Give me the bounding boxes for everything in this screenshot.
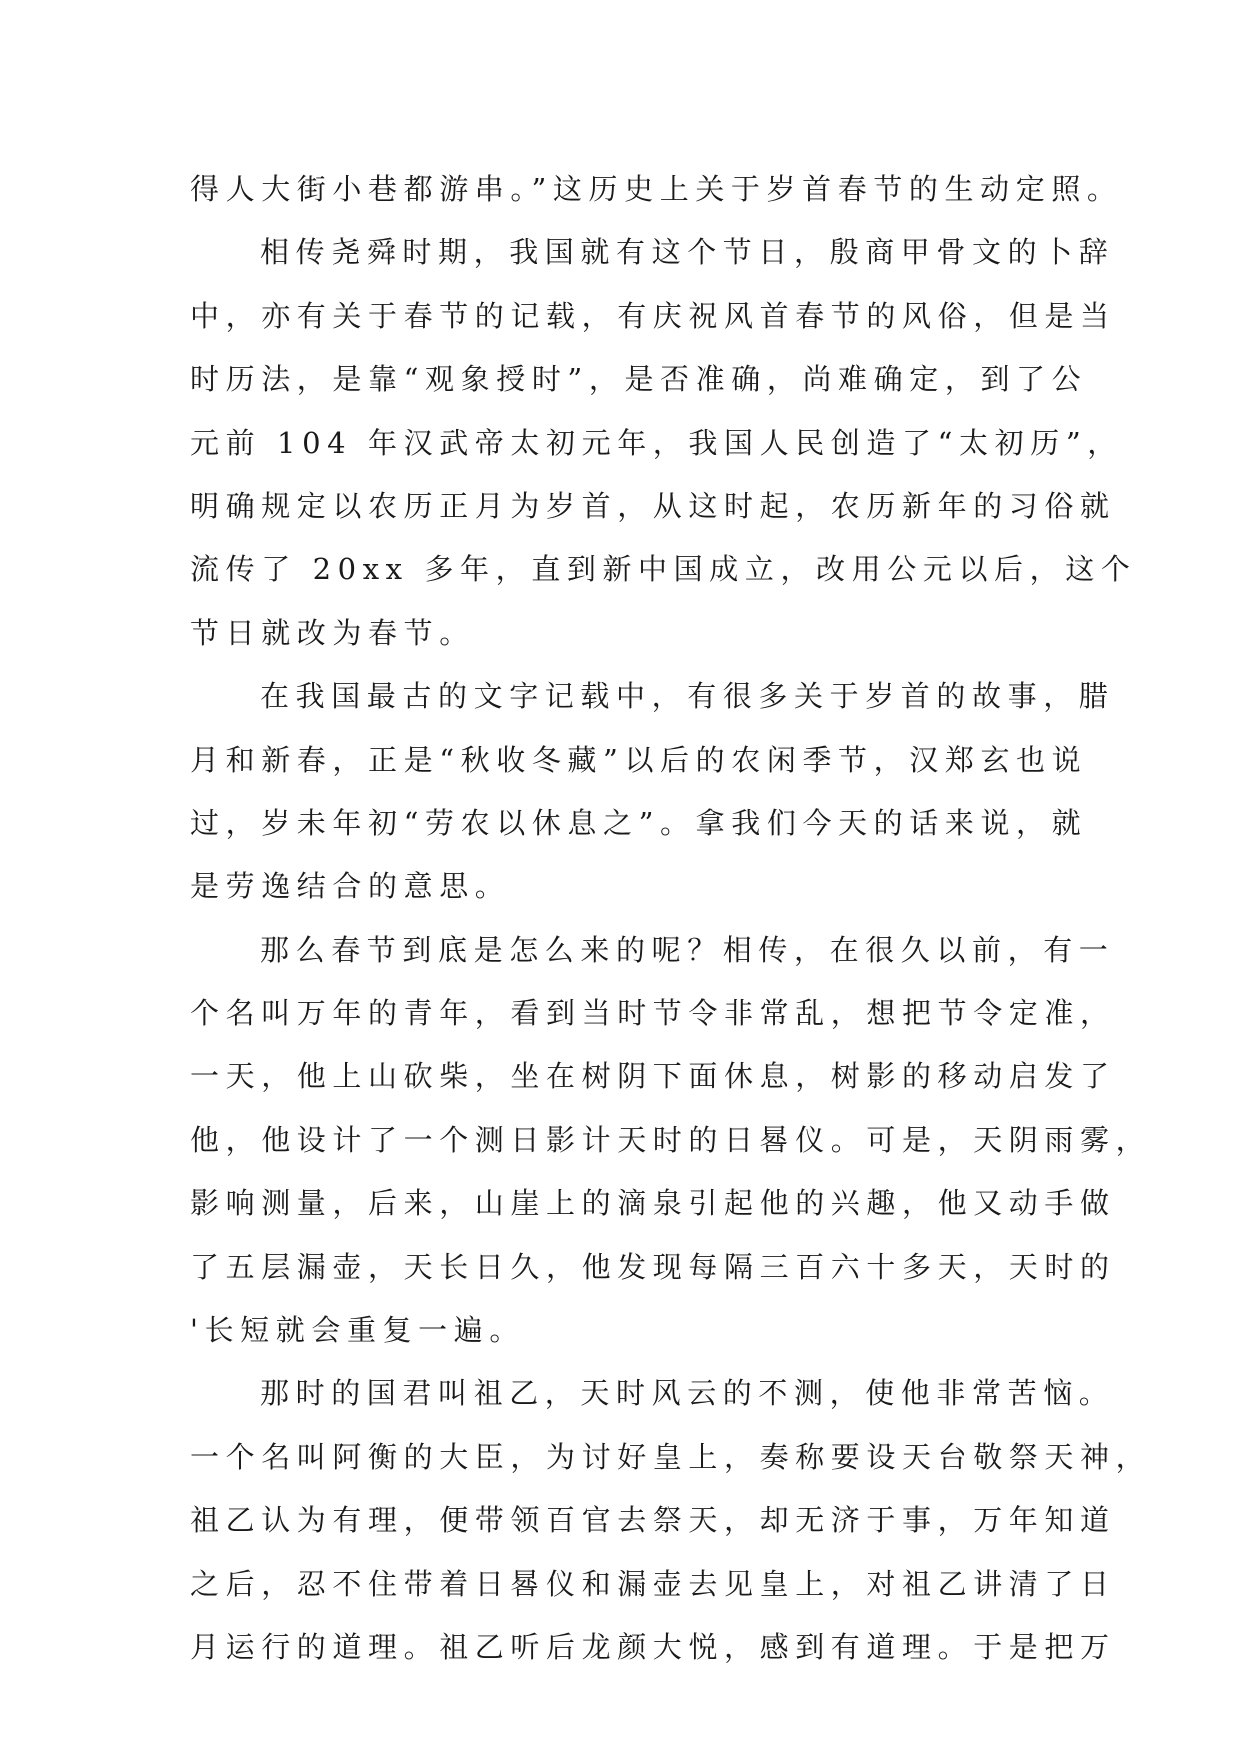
text-line: 在我国最古的文字记载中，有很多关于岁首的故事，腊 (260, 679, 1115, 714)
text-line: 过，岁未年初“劳农以休息之”。拿我们今天的话来说，就 (190, 805, 1088, 840)
text-line: 了五层漏壶，天长日久，他发现每隔三百六十多天，天时的 (190, 1249, 1116, 1284)
text-line: 节日就改为春节。 (190, 615, 475, 650)
text-line: 那么春节到底是怎么来的呢？相传，在很久以前，有一 (260, 932, 1115, 967)
text-line: 那时的国君叫祖乙，天时风云的不测，使他非常苦恼。 (260, 1376, 1115, 1411)
text-line: 影响测量，后来，山崖上的滴泉引起他的兴趣，他又动手做 (190, 1186, 1116, 1221)
text-line: 一个名叫阿衡的大臣，为讨好皇上，奏称要设天台敬祭天神， (190, 1439, 1152, 1474)
text-line: 个名叫万年的青年，看到当时节令非常乱，想把节令定准， (190, 996, 1116, 1031)
text-line: 他，他设计了一个测日影计天时的日晷仪。可是，天阴雨雾， (190, 1122, 1152, 1157)
text-line: 之后，忍不住带着日晷仪和漏壶去见皇上，对祖乙讲清了日 (190, 1566, 1116, 1601)
text-line: '长短就会重复一遍。 (190, 1313, 525, 1348)
text-line: 月运行的道理。祖乙听后龙颜大悦，感到有道理。于是把万 (190, 1629, 1116, 1664)
document-body (190, 158, 1152, 1679)
text-line: 得人大街小巷都游串。”这历史上关于岁首春节的生动定照。 (190, 172, 1123, 206)
text-line: 一天，他上山砍柴，坐在树阴下面休息，树影的移动启发了 (190, 1059, 1116, 1094)
text-line: 明确规定以农历正月为岁首，从这时起，农历新年的习俗就 (190, 488, 1116, 523)
text-line: 是劳逸结合的意思。 (190, 869, 511, 904)
text-line: 时历法，是靠“观象授时”，是否准确，尚难确定，到了公 (190, 362, 1088, 397)
text-line: 流传了 20xx 多年，直到新中国成立，改用公元以后，这个 (190, 552, 1137, 587)
text-line: 相传尧舜时期，我国就有这个节日，殷商甲骨文的卜辞 (260, 235, 1115, 270)
text-line: 元前 104 年汉武帝太初元年，我国人民创造了“太初历”， (190, 425, 1123, 460)
text-line: 中，亦有关于春节的记载，有庆祝风首春节的风俗，但是当 (190, 298, 1116, 333)
text-line: 祖乙认为有理，便带领百官去祭天，却无济于事，万年知道 (190, 1503, 1116, 1538)
text-line: 月和新春，正是“秋收冬藏”以后的农闲季节，汉郑玄也说 (190, 742, 1088, 777)
